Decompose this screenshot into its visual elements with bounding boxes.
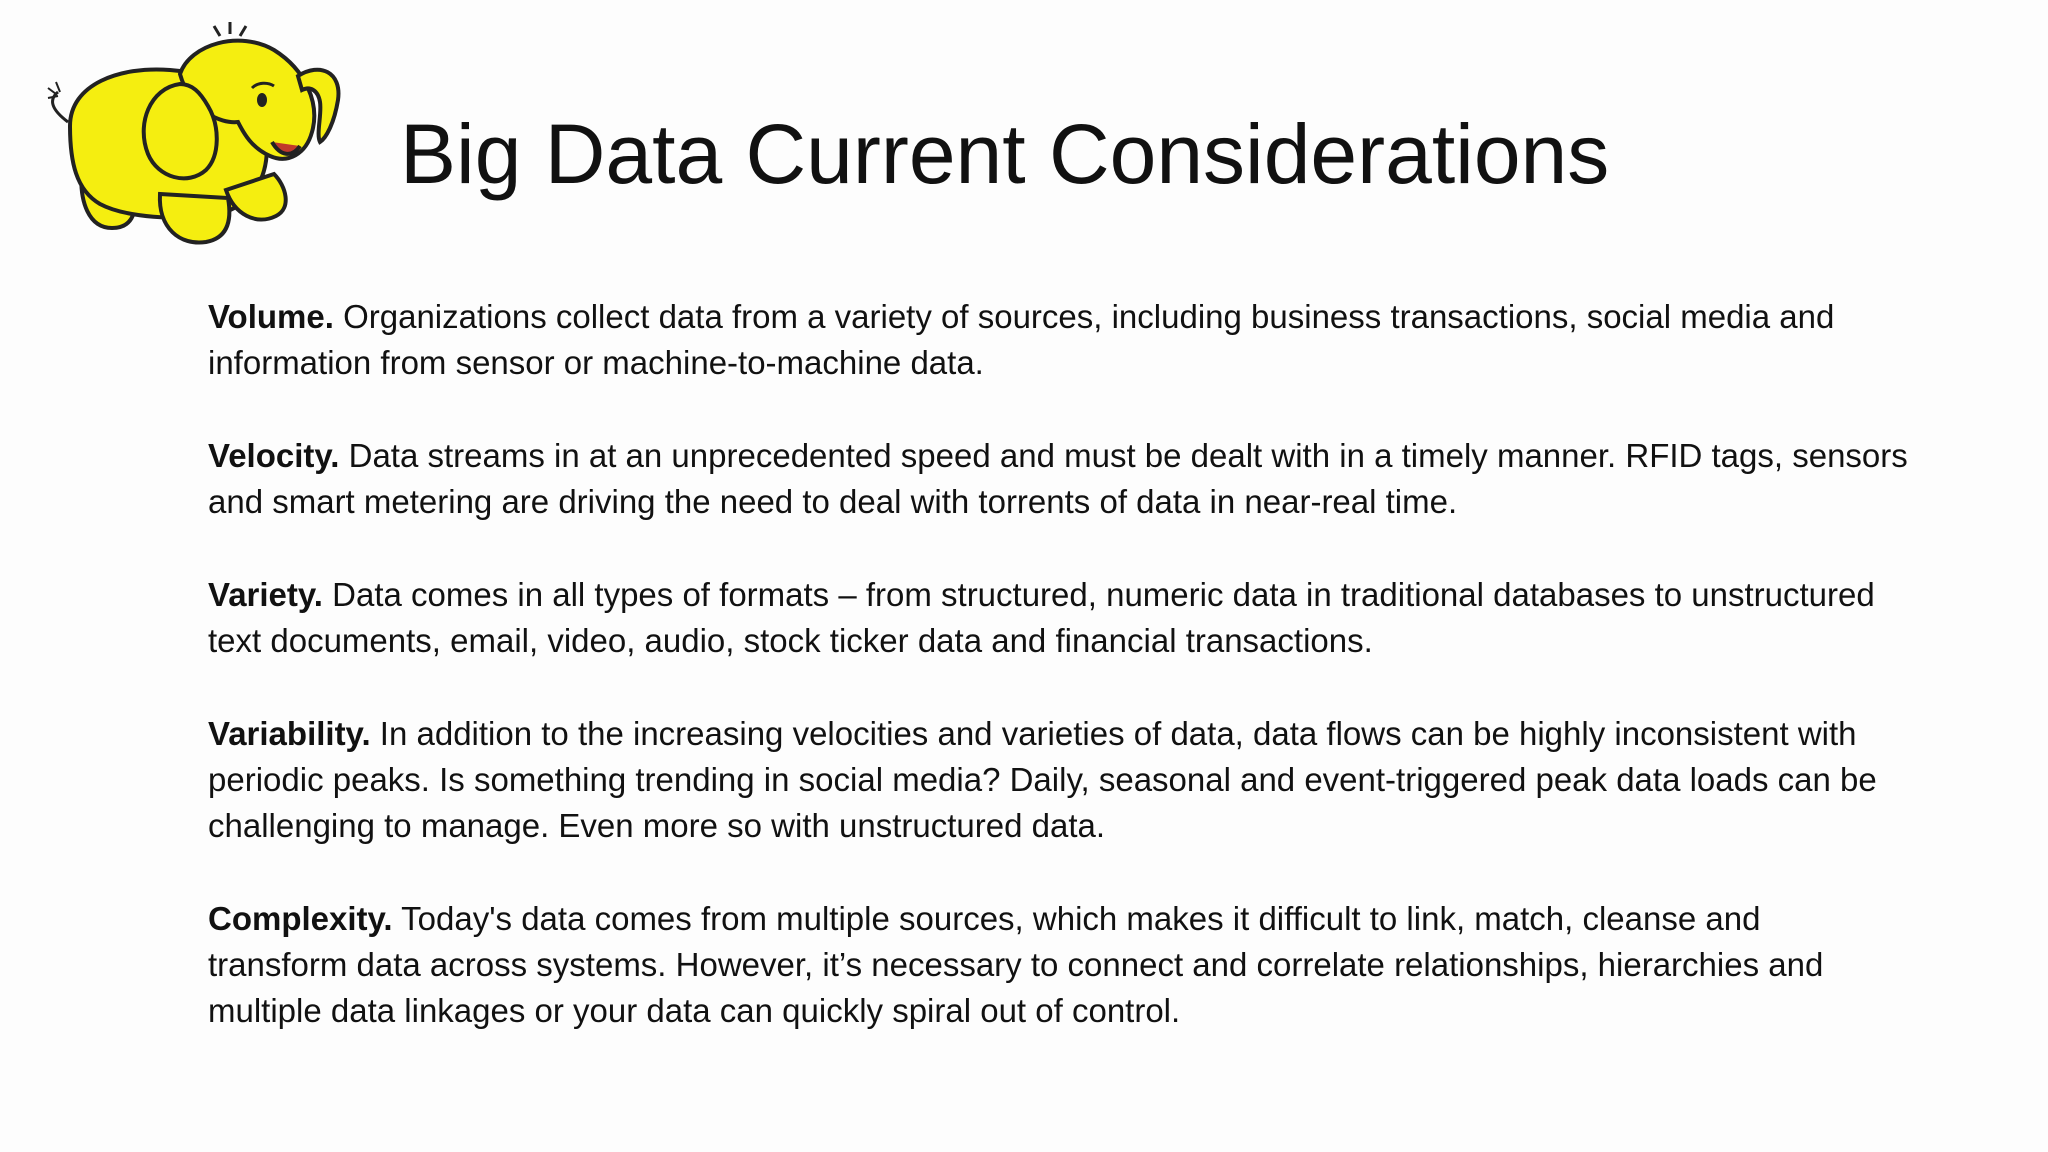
term-variety: Variety. [208, 576, 323, 613]
term-volume: Volume. [208, 298, 334, 335]
term-variability: Variability. [208, 715, 371, 752]
text-variety: Data comes in all types of formats – from structured, numeric data in traditional databases to unstructured text documents, email, video, audio, stock ticker data and financial transactions. [208, 576, 1875, 659]
term-velocity: Velocity. [208, 437, 340, 474]
slide-title: Big Data Current Considerations [400, 107, 1610, 201]
slide-body [208, 294, 1908, 1081]
yellow-elephant-icon [30, 14, 350, 254]
text-complexity: Today's data comes from multiple sources, which makes it difficult to link, match, cleanse and transform data across systems. However, it’s necessary to connect and correlate relationships, hierarchies and multiple data linkages or your data can quickly spiral out of control. [208, 900, 1824, 1029]
text-velocity: Data streams in at an unprecedented speed and must be dealt with in a timely manner. RFID tags, sensors and smart metering are driving the need to deal with torrents of data in near-real time. [208, 437, 1908, 520]
paragraph-variety [208, 572, 1908, 664]
paragraph-velocity [208, 433, 1908, 525]
text-variability: In addition to the increasing velocities and varieties of data, data flows can be highly inconsistent with periodic peaks. Is something trending in social media? Daily, seasonal and event-triggered peak data loads can be challenging to manage. Even more so with unstructured data. [208, 715, 1877, 844]
paragraph-complexity [208, 896, 1908, 1034]
term-complexity: Complexity. [208, 900, 393, 937]
paragraph-volume [208, 294, 1908, 386]
text-volume: Organizations collect data from a variety of sources, including business transactions, social media and information from sensor or machine-to-machine data. [208, 298, 1835, 381]
paragraph-variability [208, 711, 1908, 849]
